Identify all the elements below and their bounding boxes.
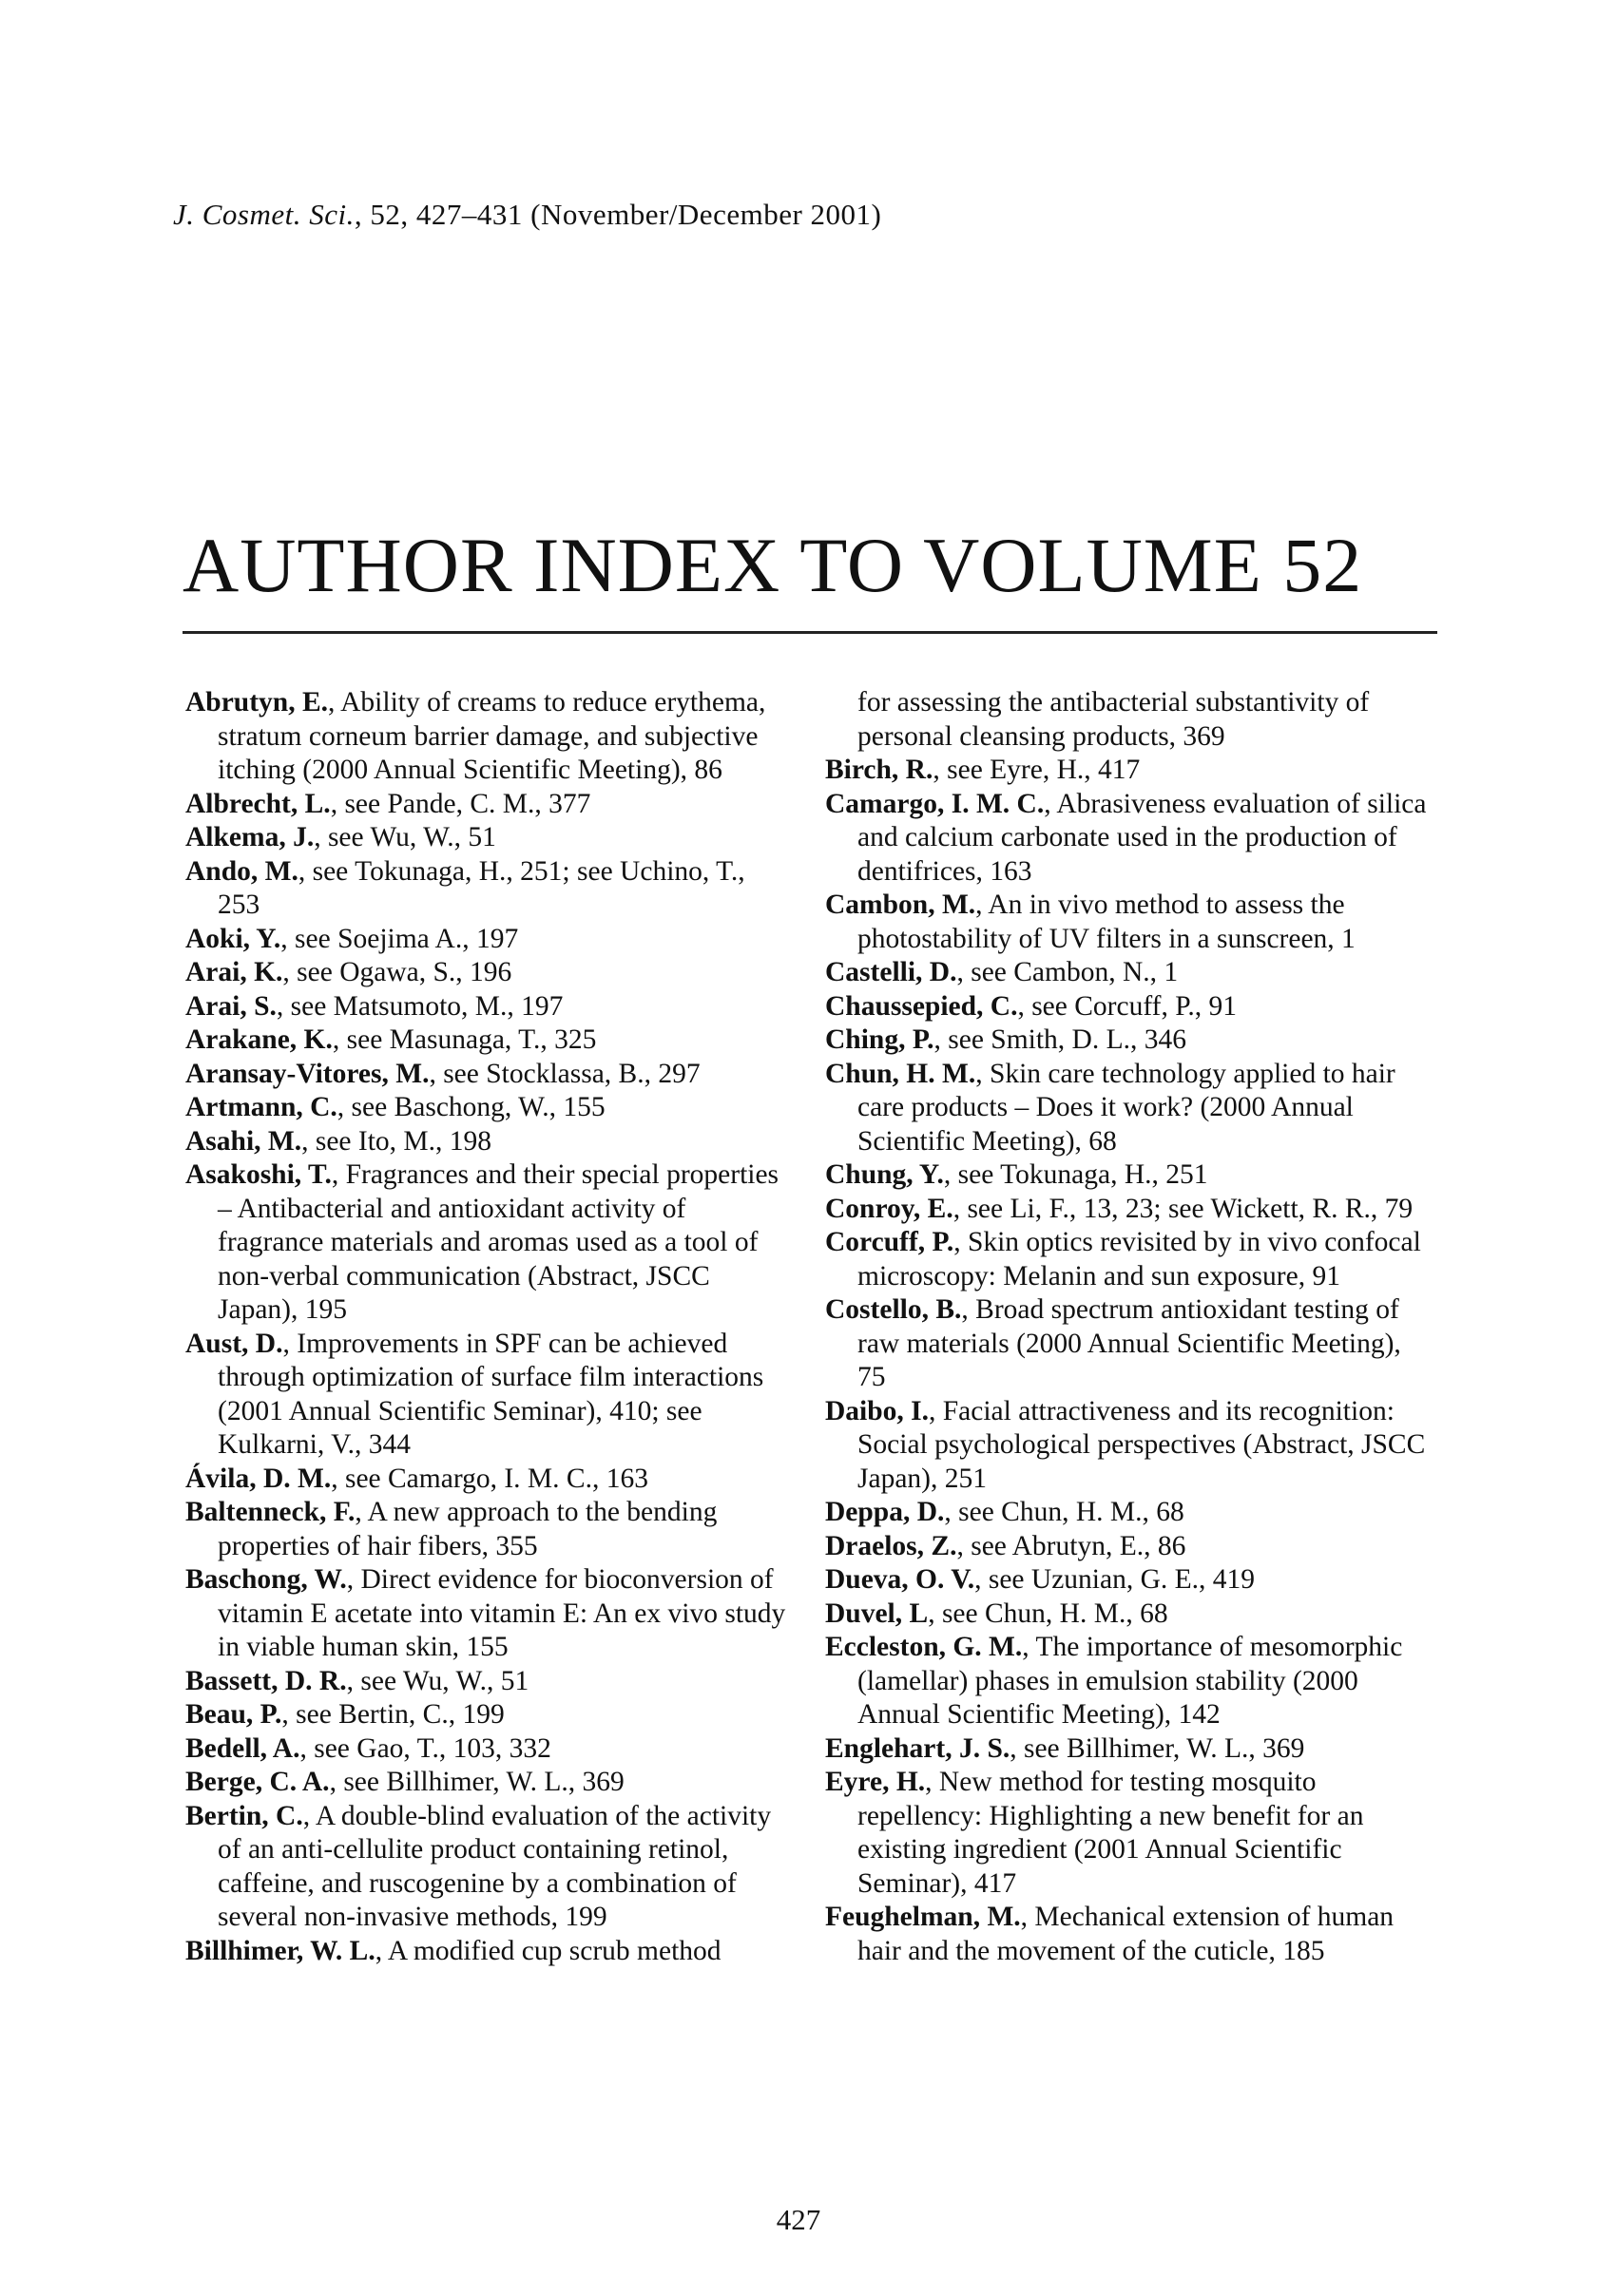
entry-author: Eccleston, G. M. [825,1632,1023,1662]
entry-text: see Stocklassa, B., 297 [435,1058,701,1089]
entry-text: see Eyre, H., 417 [939,755,1141,785]
entry-author: Abrutyn, E. [185,687,328,718]
entry-text: New method for testing mosquito repellency: Highlighting a new benefit for an existing ingredient (2001 Annual Scientific Seminar), 417 [857,1767,1364,1899]
entry-text: see Ogawa, S., 196 [289,957,512,987]
entry-text: Broad spectrum antioxidant testing of raw materials (2000 Annual Scientific Meeting), 75 [857,1294,1401,1392]
entry-author: Duvel, L [825,1598,929,1629]
entry-text: see Billhimer, W. L., 369 [336,1767,625,1797]
entry-text: see Baschong, W., 155 [344,1092,606,1122]
entry-author: Baschong, W. [185,1564,347,1595]
index-entry: Daibo, I., Facial attractiveness and its recognition: Social psychological perspectives (Abstract, JSCC Japan), 251 [825,1395,1426,1494]
index-entry: Bedell, A., see Gao, T., 103, 332 [185,1732,551,1764]
entry-text: see Bertin, C., 199 [288,1699,505,1730]
entry-text: see Tokunaga, H., 251; see Uchino, T., 253 [218,855,745,920]
entry-text: see Gao, T., 103, 332 [306,1732,551,1764]
entry-author: Eyre, H. [825,1767,926,1797]
entry-text: An in vivo method to assess the photostability of UV filters in a sunscreen, 1 [857,890,1356,954]
index-entry: Chung, Y., see Tokunaga, H., 251 [825,1159,1208,1190]
entry-author: Dueva, O. V. [825,1564,975,1595]
index-entry: Ando, M., see Tokunaga, H., 251; see Uchino, T., 253 [185,855,745,920]
entry-author: Castelli, D. [825,957,957,987]
index-entry: Arai, K., see Ogawa, S., 196 [185,957,512,987]
index-entry: Dueva, O. V., see Uzunian, G. E., 419 [825,1564,1256,1595]
entry-author: Ando, M. [185,855,298,887]
index-entry: Aoki, Y., see Soejima A., 197 [185,923,519,954]
journal-citation [173,198,881,232]
entry-author: Conroy, E. [825,1193,953,1224]
index-entry: Bassett, D. R., see Wu, W., 51 [185,1665,529,1696]
index-entry: Abrutyn, E., Ability of creams to reduce erythema, stratum corneum barrier damage, and subjective itching (2000 Annual Scientific Meeting), 86 [185,687,766,785]
right-column [825,686,1433,1968]
entry-text: see Smith, D. L., 346 [940,1024,1186,1055]
index-entry: Eccleston, G. M., The importance of mesomorphic (lamellar) phases in emulsion stability (2000 Annual Scientific Meeting), 142 [825,1632,1403,1730]
entry-author: Bertin, C. [185,1800,303,1831]
entry-author: Bedell, A. [185,1732,300,1764]
entry-author: Billhimer, W. L. [185,1935,375,1966]
entry-text: Improvements in SPF can be achieved through optimization of surface film interactions (2001 Annual Scientific Seminar), 410; see Kulkarni, V., 344 [218,1328,764,1460]
journal-name: J. Cosmet. Sci. [173,198,355,231]
entry-text: Skin care technology applied to hair care products – Does it work? (2000 Annual Scientific Meeting), 68 [857,1058,1395,1157]
entry-text: see Camargo, I. M. C., 163 [337,1463,648,1494]
entry-author: Asakoshi, T. [185,1159,332,1190]
index-entry: Ávila, D. M., see Camargo, I. M. C., 163 [185,1463,648,1494]
entry-text: see Matsumoto, M., 197 [283,990,564,1022]
entry-text: see Chun, H. M., 68 [951,1497,1184,1527]
index-entry: Duvel, L, see Chun, H. M., 68 [825,1598,1168,1629]
entry-author: Camargo, I. M. C. [825,788,1045,819]
entry-author: Aust, D. [185,1328,283,1359]
entry-author: Corcuff, P. [825,1227,954,1257]
entry-author: Birch, R. [825,755,933,785]
citation-details: , 52, 427–431 (November/December 2001) [354,198,882,231]
index-entry: Englehart, J. S., see Billhimer, W. L., 369 [825,1732,1305,1764]
entry-text: Skin optics revisited by in vivo confocal microscopy: Melanin and sun exposure, 91 [857,1227,1421,1292]
entry-author: Chung, Y. [825,1159,944,1190]
entry-author: Costello, B. [825,1294,962,1325]
entry-author: Arai, S. [185,990,277,1022]
entry-author: Aoki, Y. [185,923,281,954]
entry-text: see Masunaga, T., 325 [339,1024,597,1055]
index-entry: Albrecht, L., see Pande, C. M., 377 [185,788,591,819]
entry-text: Mechanical extension of human hair and the movement of the cuticle, 185 [857,1902,1395,1966]
index-entry: Chaussepied, C., see Corcuff, P., 91 [825,990,1237,1022]
index-entry: Feughelman, M., Mechanical extension of human hair and the movement of the cuticle, 185 [825,1902,1395,1966]
entry-author: Asahi, M. [185,1125,302,1157]
entry-text: A modified cup scrub method [382,1935,722,1966]
entry-text: see Billhimer, W. L., 369 [1016,1732,1305,1764]
entry-author: Artmann, C. [185,1092,337,1122]
entry-author: Arai, K. [185,957,283,987]
entry-text: Abrasiveness evaluation of silica and calcium carbonate used in the production of dentifrices, 163 [857,788,1427,887]
index-entry: Baltenneck, F., A new approach to the bending properties of hair fibers, 355 [185,1497,718,1561]
entry-text: see Pande, C. M., 377 [337,788,591,819]
entry-text: see Uzunian, G. E., 419 [981,1564,1256,1595]
entry-text: Ability of creams to reduce erythema, stratum corneum barrier damage, and subjective itching (2000 Annual Scientific Meeting), 86 [218,687,766,785]
entry-author: Berge, C. A. [185,1767,330,1797]
entry-author: Ávila, D. M. [185,1463,332,1494]
entry-text: Fragrances and their special properties – Antibacterial and antioxidant activity of fragrance materials and aromas used as a tool of non-verbal communication (Abstract, JSCC Japan), 195 [218,1159,779,1325]
index-entry: Chun, H. M., Skin care technology applied to hair care products – Does it work? (2000 Annual Scientific Meeting), 68 [825,1058,1395,1157]
entry-author: Cambon, M. [825,890,976,920]
index-entry: Ching, P., see Smith, D. L., 346 [825,1024,1186,1055]
entry-text: A new approach to the bending properties of hair fibers, 355 [218,1497,718,1561]
entry-author: Aransay-Vitores, M. [185,1058,430,1089]
index-entry: Berge, C. A., see Billhimer, W. L., 369 [185,1767,625,1797]
index-entry: Cambon, M., An in vivo method to assess the photostability of UV filters in a sunscreen, 1 [825,890,1356,954]
entry-text: see Abrutyn, E., 86 [963,1530,1186,1561]
index-entry: Arai, S., see Matsumoto, M., 197 [185,990,564,1022]
index-entry: Conroy, E., see Li, F., 13, 23; see Wickett, R. R., 79 [825,1193,1414,1224]
index-entry: Birch, R., see Eyre, H., 417 [825,755,1141,785]
entry-author: Deppa, D. [825,1497,945,1527]
index-entry: Alkema, J., see Wu, W., 51 [185,822,496,852]
index-entry: Aransay-Vitores, M., see Stocklassa, B., 297 [185,1058,701,1089]
entry-text: see Ito, M., 198 [308,1125,492,1157]
entry-author: Feughelman, M. [825,1902,1021,1932]
entry-author: Arakane, K. [185,1024,333,1055]
index-entry: Arakane, K., see Masunaga, T., 325 [185,1024,597,1055]
page-title: AUTHOR INDEX TO VOLUME 52 [183,522,1363,608]
index-entry: Artmann, C., see Baschong, W., 155 [185,1092,606,1122]
entry-text: Facial attractiveness and its recognition: Social psychological perspectives (Abstract, JSCC Japan), 251 [857,1395,1426,1494]
entry-text: A double-blind evaluation of the activity of an anti-cellulite product containing retinol, caffeine, and ruscogenine by a combination of several non-invasive methods, 199 [218,1800,772,1932]
index-entry: Corcuff, P., Skin optics revisited by in vivo confocal microscopy: Melanin and sun exposure, 91 [825,1227,1421,1292]
entry-author: Albrecht, L. [185,788,331,819]
entry-author: Ching, P. [825,1024,934,1055]
index-entry: Aust, D., Improvements in SPF can be achieved through optimization of surface film interactions (2001 Annual Scientific Seminar), 410; see Kulkarni, V., 344 [185,1328,764,1460]
entry-text: see Corcuff, P., 91 [1024,990,1237,1022]
entry-text: see Cambon, N., 1 [963,957,1179,987]
entry-author: Chun, H. M. [825,1058,976,1089]
index-entry: Draelos, Z., see Abrutyn, E., 86 [825,1530,1186,1561]
page-number: 427 [776,2203,821,2236]
index-entry: Billhimer, W. L., A modified cup scrub method [185,1935,722,1966]
entry-text: see Tokunaga, H., 251 [951,1159,1208,1190]
entry-author: Baltenneck, F. [185,1497,356,1527]
entry-author: Alkema, J. [185,822,315,852]
index-entry: Camargo, I. M. C., Abrasiveness evaluation of silica and calcium carbonate used in the production of dentifrices, 163 [825,788,1427,887]
entry-author: Beau, P. [185,1699,282,1730]
index-entry: Eyre, H., New method for testing mosquito repellency: Highlighting a new benefit for an existing ingredient (2001 Annual Scientific Seminar), 417 [825,1767,1364,1899]
index-entry: Deppa, D., see Chun, H. M., 68 [825,1497,1184,1527]
index-entry: Asakoshi, T., Fragrances and their special properties – Antibacterial and antioxidant activity of fragrance materials and aromas used as a tool of non-verbal communication (Abstract, JSCC Japan), 195 [185,1159,779,1325]
entry-author: Chaussepied, C. [825,990,1018,1022]
index-entry: Baschong, W., Direct evidence for bioconversion of vitamin E acetate into vitamin E: An ex vivo study in viable human skin, 155 [185,1564,786,1662]
index-entry: Castelli, D., see Cambon, N., 1 [825,957,1179,987]
entry-text: Direct evidence for bioconversion of vitamin E acetate into vitamin E: An ex vivo study in viable human skin, 155 [218,1564,786,1662]
entry-text: The importance of mesomorphic (lamellar) phases in emulsion stability (2000 Annual Scientific Meeting), 142 [857,1632,1403,1730]
entry-text: see Wu, W., 51 [320,822,496,852]
title-divider [183,631,1437,634]
index-entry: Beau, P., see Bertin, C., 199 [185,1699,505,1730]
entry-text: see Li, F., 13, 23; see Wickett, R. R., 79 [960,1193,1414,1224]
index-entry: Bertin, C., A double-blind evaluation of the activity of an anti-cellulite product containing retinol, caffeine, and ruscogenine by a combination of several non-invasive methods, 199 [185,1800,772,1932]
entry-text: see Chun, H. M., 68 [934,1598,1168,1629]
entry-author: Bassett, D. R. [185,1665,347,1696]
index-entry: Costello, B., Broad spectrum antioxidant testing of raw materials (2000 Annual Scientific Meeting), 75 [825,1294,1401,1392]
entry-text: see Soejima A., 197 [287,923,519,954]
entry-text: see Wu, W., 51 [354,1665,529,1696]
entry-author: Daibo, I. [825,1395,930,1426]
entry-author: Draelos, Z. [825,1530,957,1561]
index-entry: Asahi, M., see Ito, M., 198 [185,1125,492,1157]
entry-author: Englehart, J. S. [825,1732,1010,1764]
left-column [185,686,794,1968]
continued-entry: for assessing the antibacterial substantivity of personal cleansing products, 369 [857,687,1370,752]
